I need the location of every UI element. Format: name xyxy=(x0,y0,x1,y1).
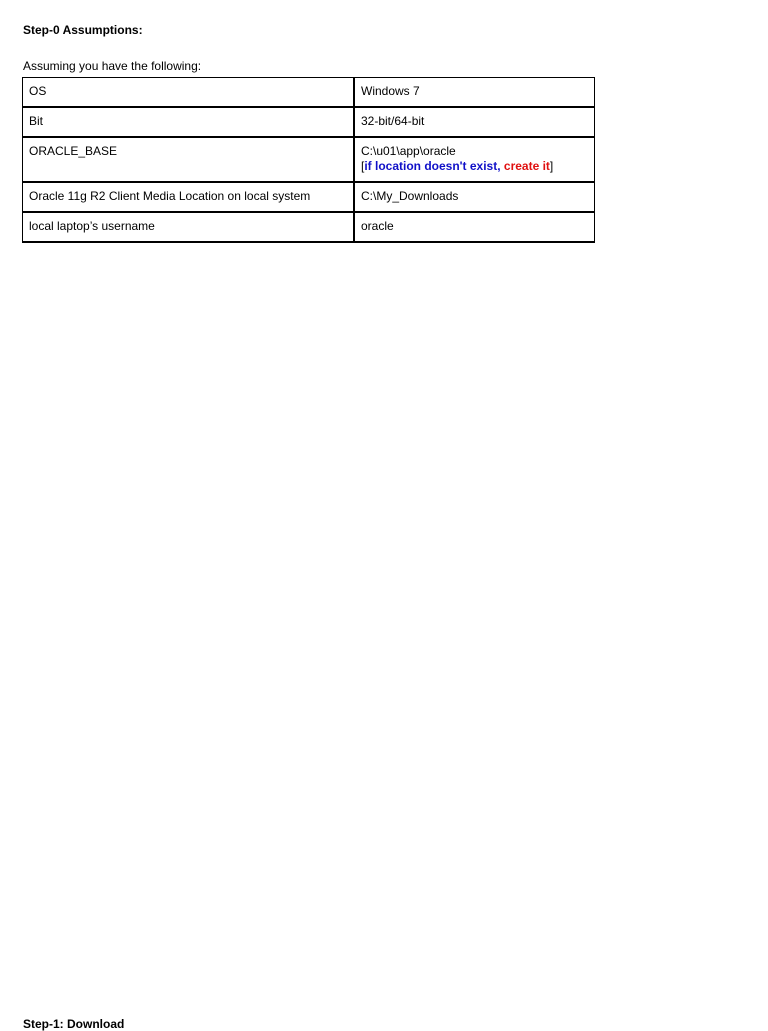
section-heading-step1: Step-1: Download xyxy=(23,1017,125,1031)
row-value-username: oracle xyxy=(354,212,595,242)
table-row xyxy=(23,137,595,182)
oracle-base-path: C:\u01\app\oracle xyxy=(361,144,456,158)
row-value-oracle-base xyxy=(354,137,595,182)
note-create-it: create it xyxy=(503,159,550,173)
table-row xyxy=(23,182,595,212)
row-key-username: local laptop’s username xyxy=(23,212,355,242)
intro-text: Assuming you have the following: xyxy=(23,59,202,73)
assumptions-table xyxy=(22,77,595,243)
row-key-oracle-base: ORACLE_BASE xyxy=(23,137,355,182)
table-row xyxy=(23,107,595,137)
row-key-media-location: Oracle 11g R2 Client Media Location on local system xyxy=(23,182,355,212)
row-value-os: Windows 7 xyxy=(354,78,595,108)
row-key-bit: Bit xyxy=(23,107,355,137)
note-location-missing: if location doesn't exist, xyxy=(364,159,504,173)
row-value-bit: 32-bit/64-bit xyxy=(354,107,595,137)
section-heading-step0: Step-0 Assumptions: xyxy=(23,23,143,37)
row-key-os: OS xyxy=(23,78,355,108)
table-row xyxy=(23,212,595,242)
row-value-media-location: C:\My_Downloads xyxy=(354,182,595,212)
note-open-bracket: [ xyxy=(361,159,365,173)
table-row xyxy=(23,78,595,108)
note-close-bracket: ] xyxy=(549,159,554,173)
